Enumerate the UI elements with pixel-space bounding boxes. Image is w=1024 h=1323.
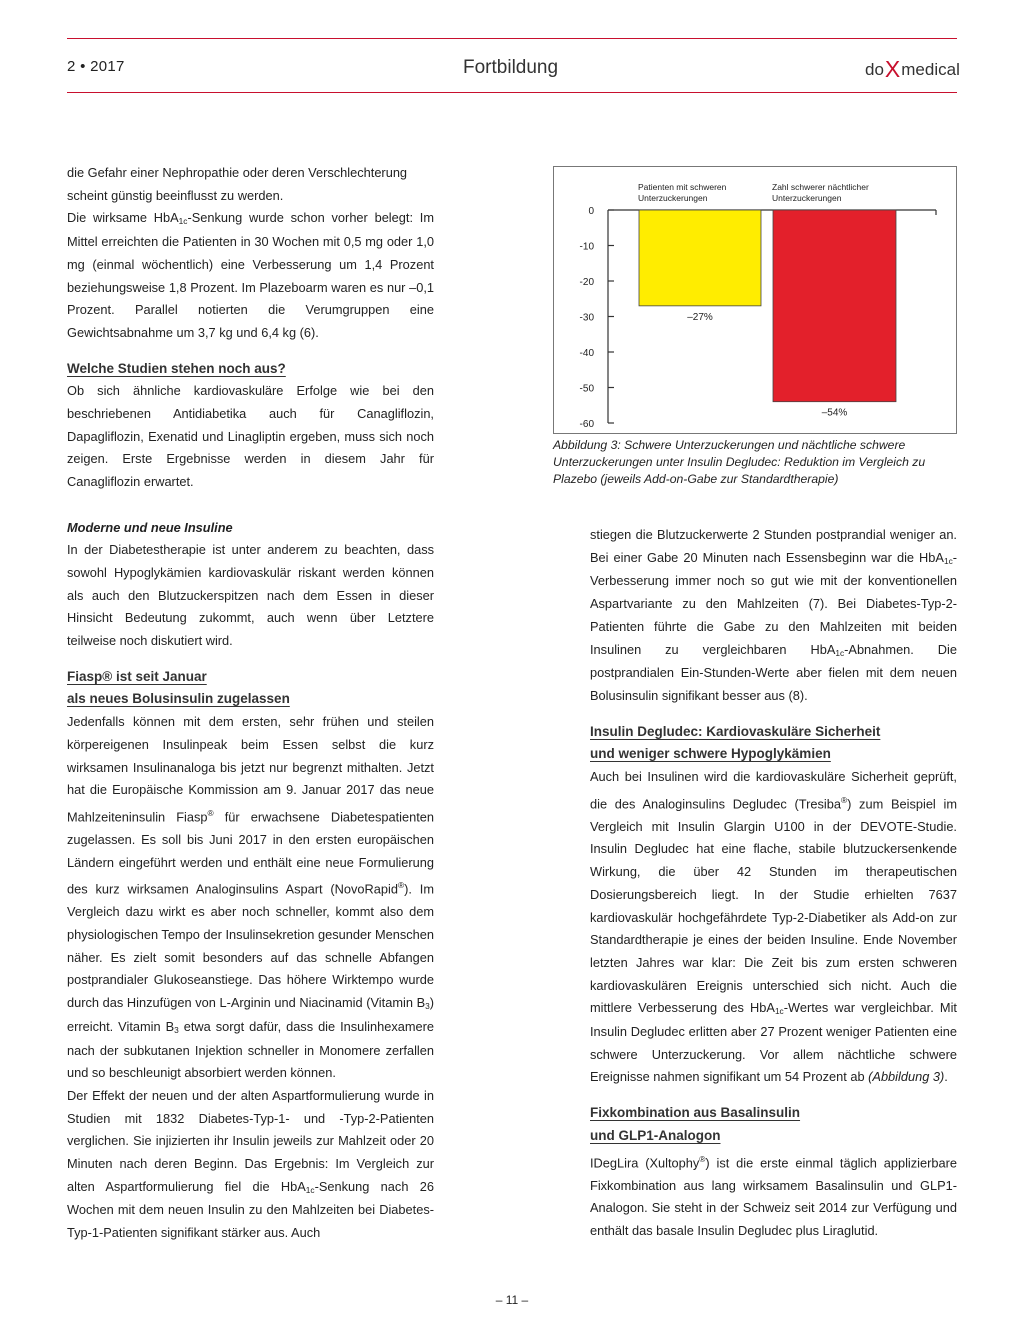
bar-chart-svg <box>554 167 958 435</box>
bar-value-label: –54% <box>821 407 848 419</box>
heading-fiasp: Fiasp® ist seit Januar als neues Bolusinsulin zugelassen <box>67 668 290 707</box>
bar-value-label: –27% <box>687 311 713 323</box>
paragraph: Ob sich ähnliche kardiovaskuläre Erfolge wie bei den beschriebenen Antidiabetika auch für Canagliflozin, Dapagliflozin, Exenatid und Linagliptin ergeben, muss sich noch zeigen. Erste Ergebnisse werden in diesem Jahr für Canagliflozin erwartet. <box>67 383 434 490</box>
category-label: Zahl schwerer nächtlicher <box>772 182 869 192</box>
bar-2 <box>773 210 896 402</box>
paragraph: Die wirksame HbA$_{1c}$-Senkung wurde schon vorher belegt: Im Mittel erreichten die Patienten in 30 Wochen mit 0,5 mg oder 1,0 mg (einmal wöchentlich) eine Verbesserung um 1,4 Prozent beziehungsweise 1,8 Prozent. Im Plazeboarm waren es nur –0,1 Prozent. Parallel notierten die Verumgruppen eine Gewichtsabnahme um 3,7 kg und 6,4 kg (6). <box>67 210 434 340</box>
heading-fixkombination: Fixkombination aus Basalinsulin und GLP1-Analogon <box>590 1105 801 1143</box>
paragraph: die Gefahr einer Nephropathie oder deren Verschlechterung scheint günstig beeinflusst zu werden. <box>67 165 408 203</box>
y-tick-label: -40 <box>579 348 594 359</box>
section-title: Fortbildung <box>463 57 559 78</box>
paragraph: stiegen die Blutzuckerwerte 2 Stunden postprandial weniger an. Bei einer Gabe 20 Minuten nach Essensbeginn war die HbA$_{1c}$-Verbesserung immer noch so gut wie mit der konventionellen Aspartvariante zu den Mahlzeiten (7). Bei Diabetes-Typ-2-Patienten führte die Gabe zu den Mahlzeiten mit beiden Insulinen zu vergleichbaren HbA$_{1c}$-Abnahmen. Die postprandialen Ein-Stunden-Werte aber fielen mit dem neuen Bolusinsulin signifikant besser aus (8). <box>590 527 957 703</box>
category-label: Unterzuckerungen <box>638 193 708 203</box>
header-bottom-rule <box>67 92 957 93</box>
left-column <box>67 162 434 1245</box>
right-column <box>590 524 957 1243</box>
figure-caption: Abbildung 3: Schwere Unterzuckerungen und nächtliche schwere Unterzuckerungen unter Insulin Degludec: Reduktion im Vergleich zu Plazebo (jeweils Add-on-Gabe zur Standardtherapie) <box>553 438 926 486</box>
heading-degludec: Insulin Degludec: Kardiovaskuläre Sicherheit und weniger schwere Hypoglykämien <box>590 723 881 762</box>
paragraph: Auch bei Insulinen wird die kardiovaskuläre Sicherheit geprüft, die des Analoginsulins Degludec (Tresiba®) zum Beispiel im Vergleich mit Insulin Glargin U100 in der DEVOTE-Studie. Insulin Degludec hat eine flache, stabile blutzuckersenkende Wirkung, die über 42 Stunden im therapeutischen Dosierungsbereich liegt. In der Studie erhielten 7637 kardiovaskulär hochgefährdete Typ-2-Diabetiker als Add-on zur Standardtherapie je eines der beiden Insuline. Ende November letzten Jahres war klar: Die Zeit bis zum ersten schweren kardiovaskulären Ereignis unterschied sich nicht. Auch die mittlere Verbesserung des HbA$_{1c}$-Wertes war vergleichbar. Mit Insulin Degludec erlitten aber 27 Prozent weniger Patienten eine schwere Unterzuckerung. Vor allem nächtliche schwere Ereignisse nahmen signifikant um 54 Prozent ab (Abbildung 3). <box>590 769 958 1085</box>
page-number: – 11 – <box>495 1293 529 1307</box>
heading-studien: Welche Studien stehen noch aus? <box>67 360 286 376</box>
paragraph: Der Effekt der neuen und der alten Aspartformulierung wurde in Studien mit 1832 Diabetes-Typ-1- und -Typ-2-Patienten verglichen. Sie injizierten ihr Insulin jeweils zur Mahlzeit oder 20 Minuten nach deren Beginn. Das Ergebnis: Im Vergleich zur alten Aspartformulierung fiel die HbA$_{1c}$-Senkung nach 26 Wochen mit dem neuen Insulin zu den Mahlzeiten bei Diabetes-Typ-1-Patienten signifikant stärker aus. Auch <box>67 1087 434 1241</box>
y-tick-label: -60 <box>579 419 594 430</box>
paragraph: In der Diabetestherapie ist unter anderem zu beachten, dass sowohl Hypoglykämien kardiovaskulär riskant werden können als auch den Blutzuckerspitzen nach dem Essen in dieser Hinsicht Bedeutung zukommt, auch wenn über Letztere teilweise noch diskutiert wird. <box>67 542 434 649</box>
bar-chart <box>553 166 957 434</box>
y-tick-label: -50 <box>579 383 594 395</box>
domedical-logo: doXmedical <box>865 56 960 82</box>
paragraph: IDegLira (Xultophy®) ist die erste einmal täglich applizierbare Fixkombination aus lang wirksamem Basalinsulin und GLP1-Analogon. Sie steht in der Schweiz seit 2014 zur Verfügung und enthält das basale Insulin Degludec plus Liraglutid. <box>590 1153 957 1238</box>
y-tick-label: 0 <box>588 206 594 217</box>
y-tick-label: -10 <box>579 241 594 253</box>
issue-label: 2 • 2017 <box>67 58 125 75</box>
category-label: Unterzuckerungen <box>772 193 842 203</box>
subheading-moderne-insuline: Moderne und neue Insuline <box>67 519 233 535</box>
y-tick-label: -20 <box>579 277 594 288</box>
paragraph: Jedenfalls können mit dem ersten, sehr frühen und steilen körpereigenen Insulinpeak beim Essen selbst die kurz wirksamen Insulinanaloga bis jetzt nur begrenzt mithalten. Jetzt hat die Europäische Kommission am 9. Januar 2017 das neue Mahlzeiteninsulin Fiasp® für erwachsene Diabetespatienten zugelassen. Es soll bis Juni 2017 in den ersten europäischen Ländern eingeführt werden und enthält eine neue Formulierung des kurz wirksamen Analoginsulins Aspart (NovoRapid®). Im Vergleich dazu wirkt es aber noch schneller, kommt also dem physiologischen Tempo der Insulinsekretion gesunder Menschen näher. Es zielt somit besonders auf das schnelle Abfangen postprandialer Glukoseanstiege. Das höhere Wirktempo wurde durch das Hinzufügen von L-Arginin und Niacinamid (Vitamin $B_3$) erreicht. Vitamin $B_3$ etwa sorgt dafür, dass die Insulinhexamere nach der subkutanen Injektion schneller in Monomere zerfallen und so beschleunigt absorbiert werden können. <box>67 714 435 1081</box>
bar-1 <box>639 210 761 306</box>
header-top-rule <box>67 38 957 39</box>
category-label: Patienten mit schweren <box>638 182 727 192</box>
y-tick-label: -30 <box>579 312 594 324</box>
